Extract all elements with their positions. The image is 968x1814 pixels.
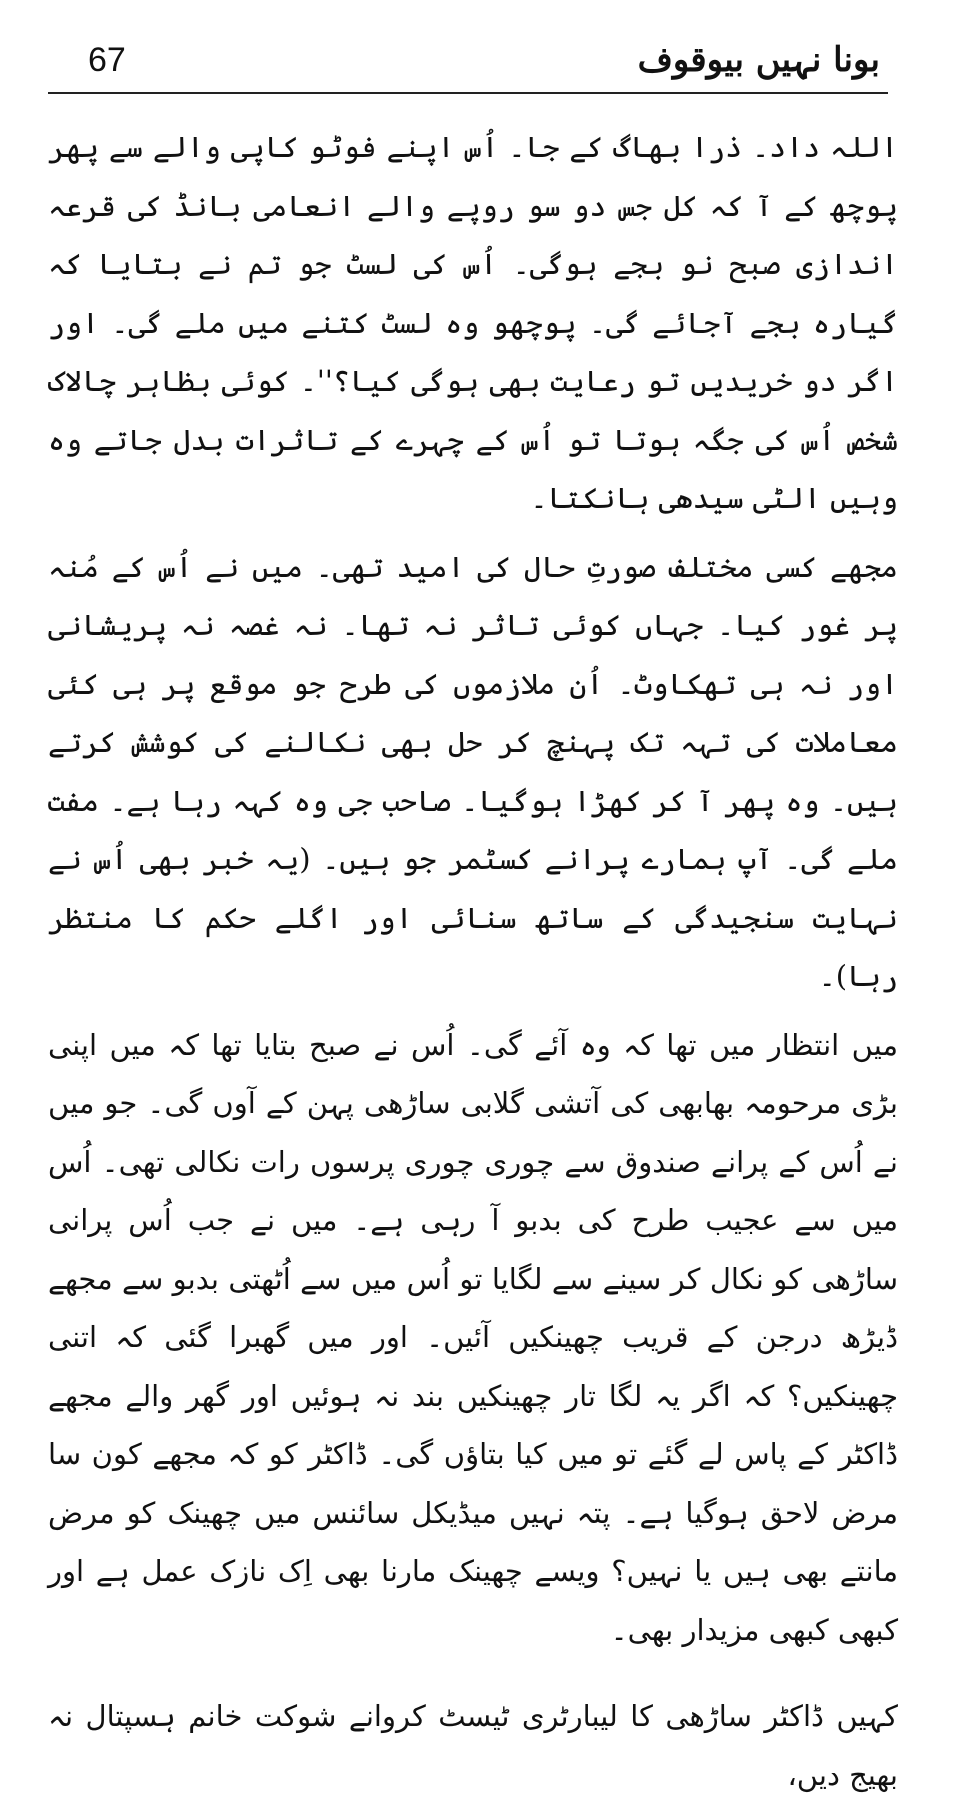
page-number: 67 — [88, 41, 126, 79]
body-text — [48, 118, 898, 1814]
paragraph-1: اللہ داد۔ ذرا بھاگ کے جا۔ اُس اپنے فوٹو کاپی والے سے پھر پوچھ کے آ کہ کل جس دو سو روپے والے انعامی بانڈ کی قرعہ اندازی صبح نو بجے ہوگی۔ اُس کی لسٹ جو تم نے بتایا کہ گیارہ بجے آجائے گی۔ پوچھو وہ لسٹ کتنے میں ملے گی۔ اور اگر دو خریدیں تو رعایت بھی ہوگی کیا؟''۔ کوئی بظاہر چالاک شخص اُس کی جگہ ہوتا تو اُس کے چہرے کے تاثرات بدل جاتے وہ وہیں الٹی سیدھی ہانکتا۔ — [48, 130, 898, 515]
paragraph-3: میں انتظار میں تھا کہ وہ آئے گی۔ اُس نے صبح بتایا تھا کہ میں اپنی بڑی مرحومہ بھابھی کی آتشی گلابی ساڑھی پہن کے آوں گی۔ جو میں نے اُس کے پرانے صندوق سے چوری چوری پرسوں رات نکالی تھی۔ اُس میں سے عجیب طرح کی بدبو آ رہی ہے۔ میں نے جب اُس پرانی ساڑھی کو نکال کر سینے سے لگایا تو اُس میں سے اُٹھتی بدبو سے مجھے ڈیڑھ درجن کے قریب چھینکیں آئیں۔ اور میں گھبرا گئی کہ اتنی چھینکیں؟ کہ اگر یہ لگا تار چھینکیں بند نہ ہوئیں اور گھر والے مجھے ڈاکٹر کے پاس لے گئے تو میں کیا بتاؤں گی۔ ڈاکٹر کو کہ مجھے کون سا مرض لاحق ہوگیا ہے۔ پتہ نہیں میڈیکل سائنس میں چھینک کو مرض مانتے بھی ہیں یا نہیں؟ ویسے چھینک مارنا بھی اِک نازک عمل ہے اور کبھی کبھی مزیدار بھی۔ — [48, 1027, 898, 1647]
paragraph-4: کہیں ڈاکٹر ساڑھی کا لیبارٹری ٹیسٹ کروانے شوکت خانم ہسپتال نہ بھیج دیں، — [48, 1699, 898, 1792]
book-title: بونا نہیں بیوقوف — [637, 40, 880, 80]
running-header — [48, 30, 888, 94]
paragraph-2: مجھے کسی مختلف صورتِ حال کی امید تھی۔ میں نے اُس کے مُنہ پر غور کیا۔ جہاں کوئی تاثر نہ تھا۔ نہ غصہ نہ پریشانی اور نہ ہی تھکاوٹ۔ اُن ملازموں کی طرح جو موقع پر ہی کئی معاملات کی تہہ تک پہنچ کر حل بھی نکالنے کی کوشش کرتے ہیں۔ وہ پھر آ کر کھڑا ہوگیا۔ صاحب جی وہ کہہ رہا ہے۔ مفت ملے گی۔ آپ ہمارے پرانے کسٹمر جو ہیں۔ (یہ خبر بھی اُس نے نہایت سنجیدگی کے ساتھ سنائی اور اگلے حکم کا منتظر رہا)۔ — [48, 549, 898, 993]
